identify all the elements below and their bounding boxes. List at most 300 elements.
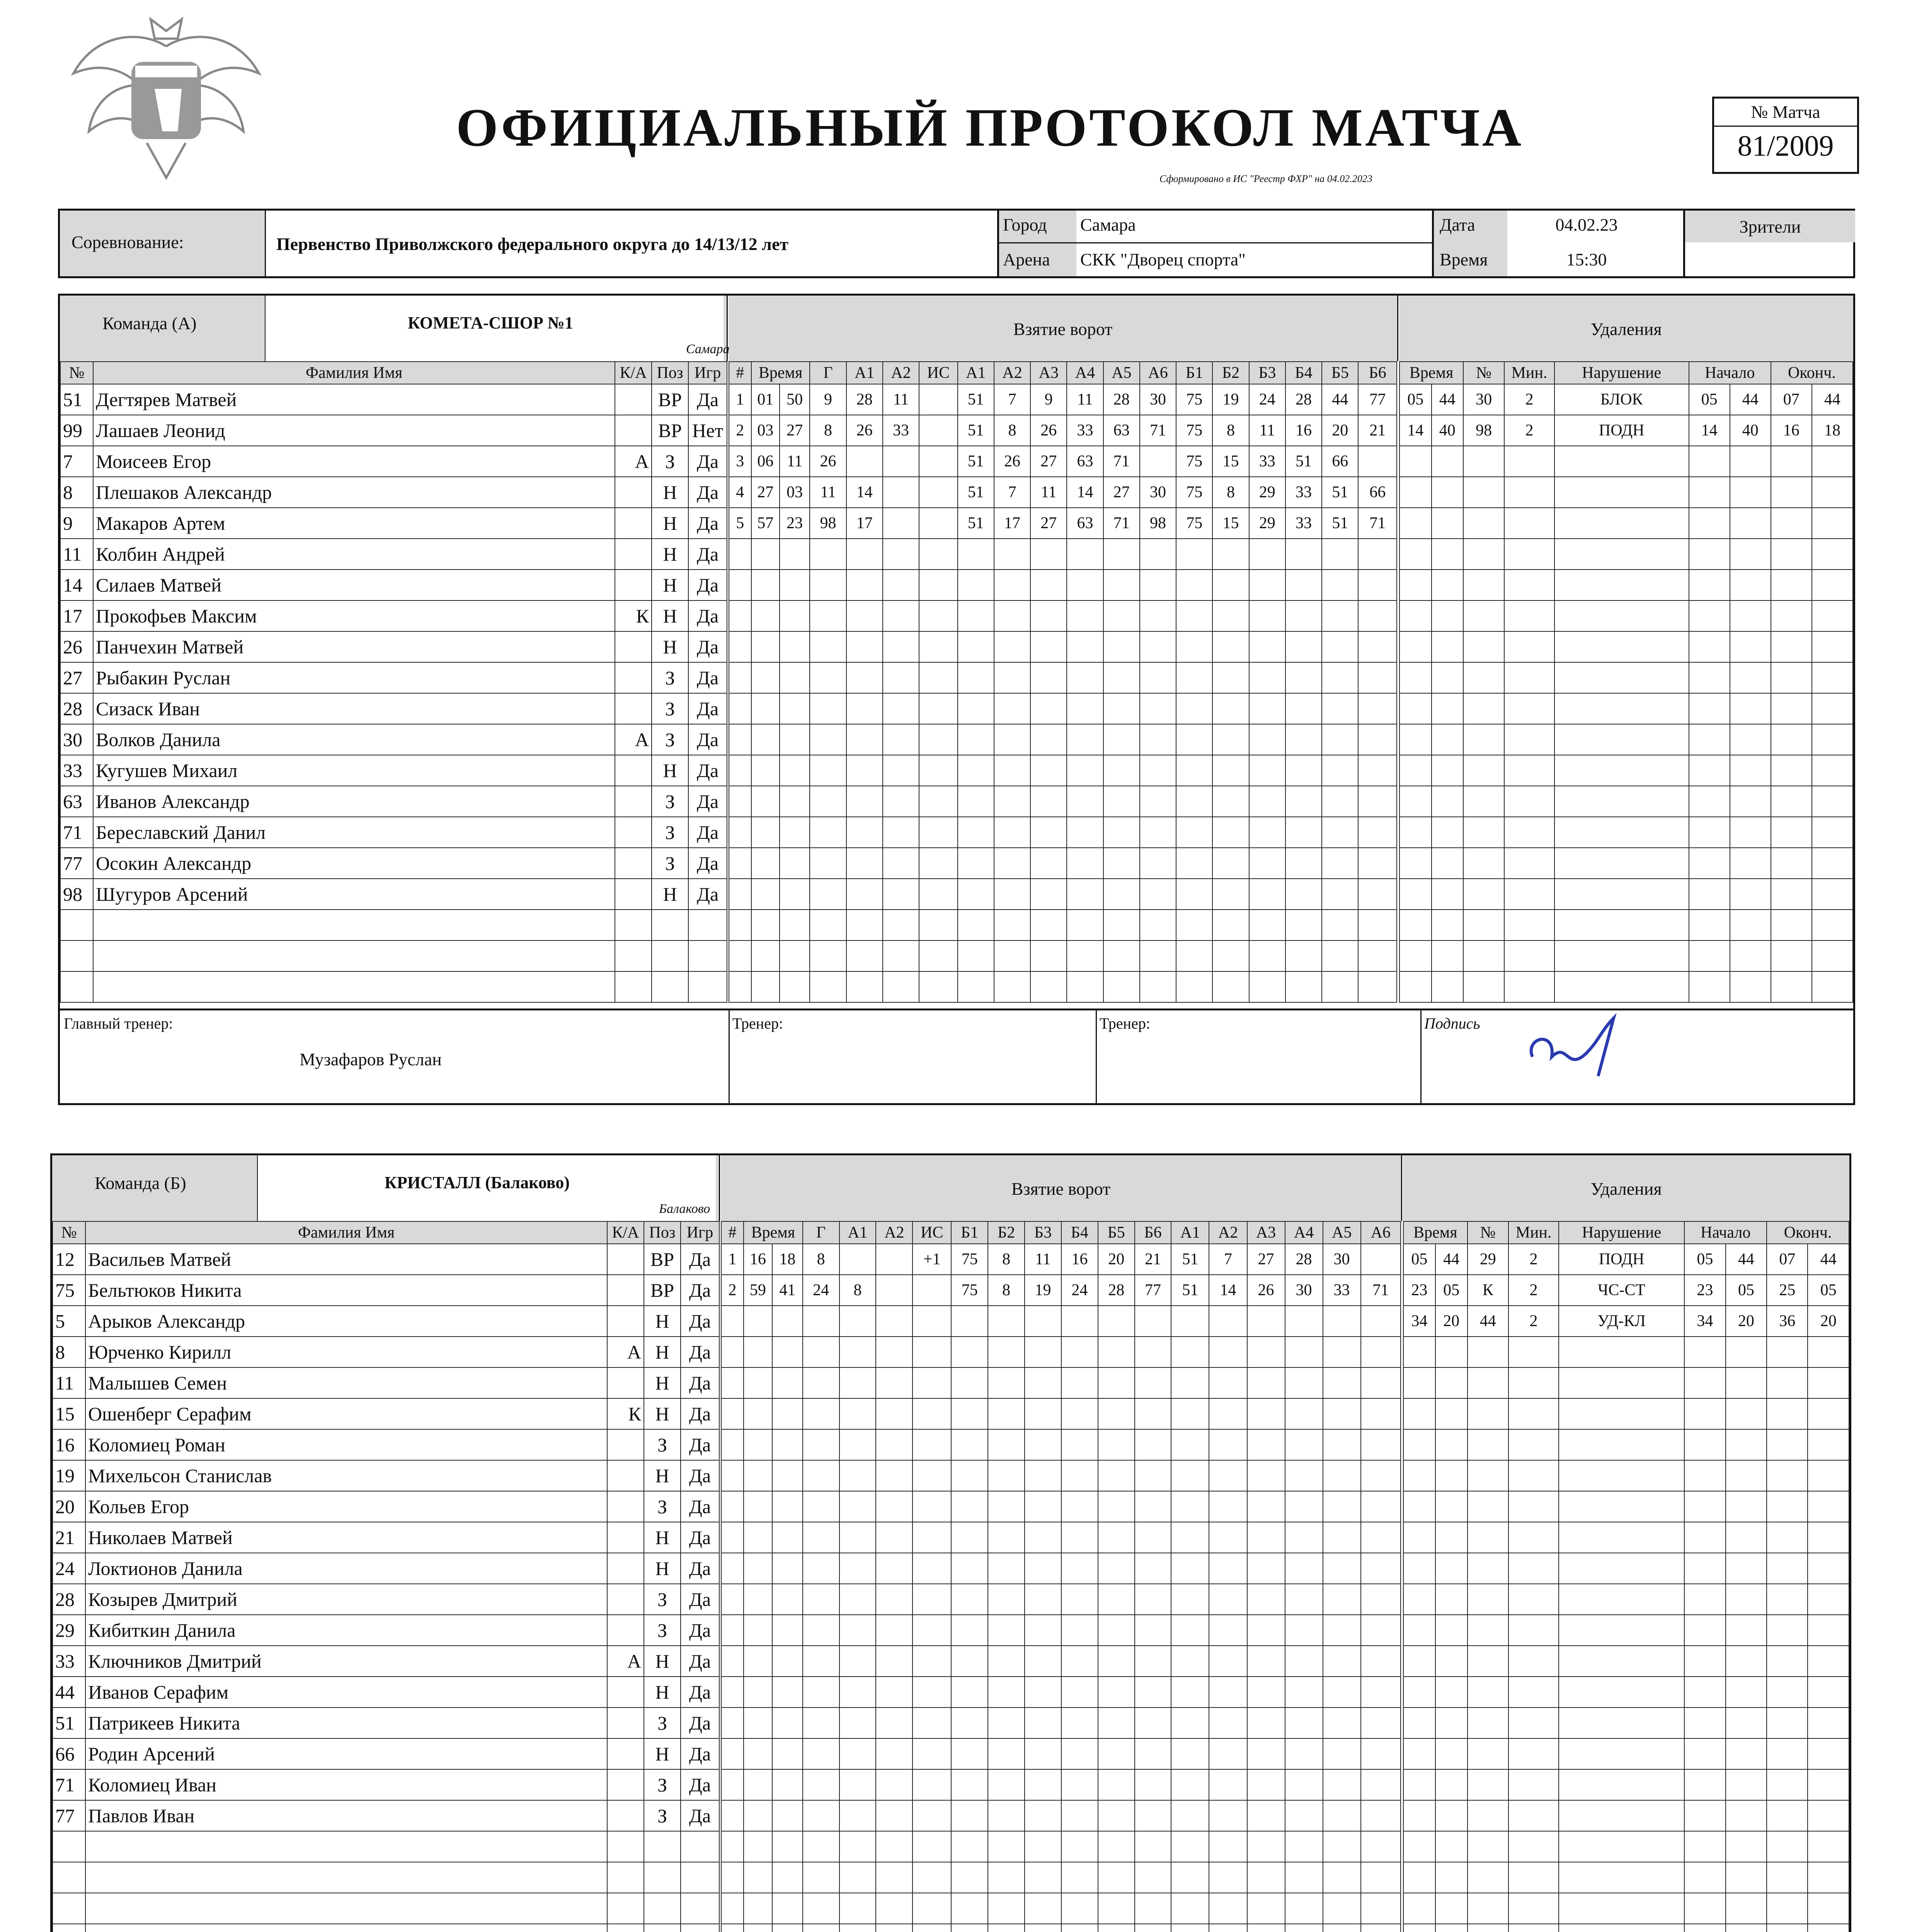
goal-col-head: А6: [1361, 1221, 1401, 1244]
penalty-row: [1403, 1306, 1849, 1337]
team-a-player-row: [60, 384, 727, 415]
goal-cell: [988, 1429, 1025, 1460]
player-position: З: [644, 1800, 681, 1831]
player-name: [85, 1831, 607, 1862]
penalty-cell: БЛОК: [1554, 384, 1689, 415]
penalty-cell: [1554, 631, 1689, 662]
goal-cell: [721, 1893, 744, 1924]
penalty-cell: [1403, 1584, 1435, 1615]
player-name: Патрикеев Никита: [85, 1708, 607, 1738]
goal-cell: [744, 1708, 772, 1738]
penalty-cell: [1767, 1677, 1808, 1708]
penalty-row: [1399, 755, 1853, 786]
penalty-cell: [1504, 910, 1554, 940]
goal-cell: [1140, 631, 1176, 662]
penalty-cell: [1435, 1893, 1468, 1924]
penalty-cell: [1399, 631, 1432, 662]
penalty-cell: [1726, 1893, 1767, 1924]
goal-cell: [994, 600, 1030, 631]
goal-cell: [1247, 1491, 1285, 1522]
penalty-cell: [1432, 600, 1464, 631]
goal-cell: 98: [810, 508, 846, 539]
goal-cell: [1209, 1306, 1247, 1337]
goal-cell: [1358, 600, 1397, 631]
goal-cell: [1030, 817, 1067, 848]
goal-cell: [988, 1367, 1025, 1398]
goal-cell: [721, 1584, 744, 1615]
penalty-cell: [1468, 1708, 1508, 1738]
goal-cell: [988, 1862, 1025, 1893]
penalty-cell: [1399, 662, 1432, 693]
player-plays: Да: [681, 1738, 719, 1769]
penalty-cell: [1689, 940, 1730, 971]
penalty-cell: [1435, 1738, 1468, 1769]
goal-cell: [1285, 1429, 1323, 1460]
goal-cell: 11: [780, 446, 810, 477]
penalty-cell: УД-КЛ: [1559, 1306, 1684, 1337]
goal-cell: 24: [1061, 1275, 1098, 1306]
goal-cell: [1323, 1893, 1361, 1924]
penalty-cell: [1432, 910, 1464, 940]
goal-row: [729, 539, 1397, 570]
goal-cell: [839, 1831, 876, 1862]
goal-cell: [1098, 1398, 1135, 1429]
penalty-cell: [1559, 1367, 1684, 1398]
goal-cell: [744, 1769, 772, 1800]
goal-cell: [780, 693, 810, 724]
goal-cell: [772, 1337, 803, 1367]
penalty-cell: [1730, 600, 1771, 631]
penalty-row: [1399, 570, 1853, 600]
player-plays: [681, 1924, 719, 1932]
goal-cell: [876, 1306, 913, 1337]
goal-cell: [913, 1460, 951, 1491]
player-number: 7: [60, 446, 93, 477]
player-role: [607, 1244, 644, 1275]
team-a-player-row: [60, 508, 727, 539]
goal-cell: 5: [729, 508, 751, 539]
penalty-cell: [1689, 539, 1730, 570]
goal-cell: [803, 1893, 839, 1924]
goal-cell: [1361, 1398, 1401, 1429]
goal-cell: 28: [1285, 1244, 1323, 1275]
penalty-cell: [1689, 631, 1730, 662]
goal-cell: [1285, 786, 1322, 817]
goal-cell: [1098, 1677, 1135, 1708]
goal-cell: [958, 786, 994, 817]
player-role: [615, 817, 652, 848]
penalty-cell: [1554, 817, 1689, 848]
penalty-cell: [1812, 570, 1853, 600]
goal-cell: [839, 1924, 876, 1932]
player-name: Малышев Семен: [85, 1367, 607, 1398]
player-number: 33: [60, 755, 93, 786]
goal-cell: [913, 1584, 951, 1615]
penalty-cell: [1463, 570, 1504, 600]
federation-emblem-icon: [66, 15, 267, 182]
penalty-cell: [1771, 848, 1812, 879]
team-b-player-row: [53, 1708, 719, 1738]
goal-cell: [883, 940, 919, 971]
goal-cell: [876, 1646, 913, 1677]
goal-col-head: А2: [883, 362, 919, 384]
team-b-player-row: [53, 1460, 719, 1491]
goal-cell: [919, 539, 957, 570]
goal-cell: [803, 1738, 839, 1769]
goal-cell: [1323, 1800, 1361, 1831]
goal-cell: [1247, 1769, 1285, 1800]
goal-cell: [1247, 1708, 1285, 1738]
penalty-cell: [1684, 1398, 1725, 1429]
spectators-label: Зрители: [1739, 217, 1801, 236]
goal-cell: 24: [1249, 384, 1285, 415]
goal-cell: 21: [1135, 1244, 1171, 1275]
player-number: 24: [53, 1553, 85, 1584]
goal-cell: [1322, 662, 1358, 693]
goal-cell: [1103, 971, 1140, 1002]
goal-cell: [803, 1491, 839, 1522]
penalty-cell: [1504, 879, 1554, 910]
penalty-cell: [1771, 940, 1812, 971]
penalty-cell: [1812, 848, 1853, 879]
goal-cell: [1285, 1677, 1323, 1708]
goal-cell: [1323, 1615, 1361, 1646]
penalty-cell: [1468, 1831, 1508, 1862]
player-number: 27: [60, 662, 93, 693]
penalty-cell: [1468, 1924, 1508, 1932]
goal-cell: [721, 1831, 744, 1862]
penalty-cell: [1432, 755, 1464, 786]
goal-cell: [1361, 1367, 1401, 1398]
penalty-cell: [1508, 1862, 1559, 1893]
goal-cell: [1247, 1584, 1285, 1615]
penalty-cell: [1559, 1553, 1684, 1584]
penalty-cell: [1403, 1429, 1435, 1460]
player-name: Прокофьев Максим: [93, 600, 615, 631]
goal-cell: [876, 1429, 913, 1460]
goal-cell: [1030, 848, 1067, 879]
goal-cell: [1212, 539, 1249, 570]
team-b-player-row: [53, 1429, 719, 1460]
player-role: [607, 1306, 644, 1337]
goal-cell: [1140, 693, 1176, 724]
penalty-cell: [1554, 786, 1689, 817]
goal-cell: [1285, 910, 1322, 940]
goal-cell: [1103, 786, 1140, 817]
player-position: З: [652, 446, 688, 477]
penalty-cell: 30: [1463, 384, 1504, 415]
penalty-cell: [1808, 1615, 1849, 1646]
penalty-cell: [1726, 1460, 1767, 1491]
player-number: 20: [53, 1491, 85, 1522]
penalty-cell: [1767, 1553, 1808, 1584]
roster-head-ka: К/А: [607, 1221, 644, 1244]
player-plays: Нет: [688, 415, 727, 446]
penalty-cell: [1554, 477, 1689, 508]
goal-cell: 28: [1285, 384, 1322, 415]
goal-cell: [721, 1862, 744, 1893]
goal-cell: [803, 1367, 839, 1398]
goal-cell: 33: [1249, 446, 1285, 477]
team-b-roster: [52, 1221, 720, 1932]
player-name: Кибиткин Данила: [85, 1615, 607, 1646]
goal-col-head: А1: [958, 362, 994, 384]
penalty-cell: ПОДН: [1554, 415, 1689, 446]
player-role: [615, 662, 652, 693]
penalty-cell: 14: [1399, 415, 1432, 446]
penalty-cell: [1684, 1893, 1725, 1924]
goal-cell: [883, 724, 919, 755]
penalty-cell: [1684, 1831, 1725, 1862]
player-position: [644, 1924, 681, 1932]
goal-cell: [951, 1893, 988, 1924]
penalty-row: [1399, 971, 1853, 1002]
goal-cell: [772, 1584, 803, 1615]
goal-cell: [1135, 1460, 1171, 1491]
goal-cell: [803, 1429, 839, 1460]
player-number: [53, 1862, 85, 1893]
player-number: [60, 940, 93, 971]
player-position: Н: [652, 755, 688, 786]
goal-cell: [803, 1584, 839, 1615]
player-number: 12: [53, 1244, 85, 1275]
player-plays: Да: [688, 724, 727, 755]
penalty-cell: [1508, 1615, 1559, 1646]
penalty-cell: [1808, 1646, 1849, 1677]
penalty-cell: [1403, 1677, 1435, 1708]
penalty-cell: [1435, 1924, 1468, 1932]
goal-cell: [1209, 1769, 1247, 1800]
goal-cell: [839, 1337, 876, 1367]
goal-cell: [951, 1862, 988, 1893]
player-number: 9: [60, 508, 93, 539]
goal-cell: [810, 940, 846, 971]
goal-cell: [1212, 600, 1249, 631]
player-position: Н: [644, 1337, 681, 1367]
goal-cell: [1140, 662, 1176, 693]
goal-row: [729, 693, 1397, 724]
goal-cell: [876, 1924, 913, 1932]
penalty-cell: [1559, 1769, 1684, 1800]
penalty-row: [1403, 1337, 1849, 1367]
goal-cell: [744, 1553, 772, 1584]
goal-cell: [883, 570, 919, 600]
goal-cell: [744, 1306, 772, 1337]
goal-cell: [1176, 971, 1212, 1002]
goal-row: [721, 1553, 1401, 1584]
penalty-cell: [1559, 1615, 1684, 1646]
goal-cell: 51: [1322, 477, 1358, 508]
goal-cell: [1209, 1708, 1247, 1738]
penalty-cell: [1689, 662, 1730, 693]
time: 15:30: [1566, 250, 1607, 269]
penalty-row: [1399, 879, 1853, 910]
goal-cell: [1358, 570, 1397, 600]
goal-cell: [1249, 539, 1285, 570]
player-number: 30: [60, 724, 93, 755]
goal-cell: 75: [1176, 415, 1212, 446]
goal-cell: [1361, 1924, 1401, 1932]
penalty-cell: [1432, 570, 1464, 600]
penalty-cell: [1726, 1584, 1767, 1615]
goal-col-head: Б6: [1358, 362, 1397, 384]
goal-cell: [839, 1367, 876, 1398]
goal-cell: [1247, 1738, 1285, 1769]
goal-cell: [1103, 693, 1140, 724]
penalty-cell: [1463, 446, 1504, 477]
goal-cell: [1209, 1491, 1247, 1522]
goal-cell: [883, 910, 919, 940]
penalty-cell: [1684, 1615, 1725, 1646]
goal-cell: 1: [729, 384, 751, 415]
penalty-cell: [1726, 1615, 1767, 1646]
goal-row: [721, 1800, 1401, 1831]
player-number: 19: [53, 1460, 85, 1491]
penalty-cell: [1435, 1677, 1468, 1708]
penalty-cell: [1554, 755, 1689, 786]
goal-cell: [988, 1306, 1025, 1337]
penalty-cell: [1771, 755, 1812, 786]
roster-head-play: Игр: [681, 1221, 719, 1244]
goal-cell: [1025, 1429, 1061, 1460]
goal-row: [729, 600, 1397, 631]
roster-head-pos: Поз: [644, 1221, 681, 1244]
penalty-row: [1403, 1831, 1849, 1862]
goal-cell: [744, 1615, 772, 1646]
goal-cell: [1061, 1429, 1098, 1460]
goal-cell: [1135, 1615, 1171, 1646]
penalty-cell: 98: [1463, 415, 1504, 446]
penalty-cell: [1812, 600, 1853, 631]
penalty-cell: [1435, 1584, 1468, 1615]
goal-cell: 30: [1140, 477, 1176, 508]
player-position: З: [652, 693, 688, 724]
goal-cell: [1285, 879, 1322, 910]
goal-cell: [988, 1831, 1025, 1862]
penalty-cell: 25: [1767, 1275, 1808, 1306]
player-plays: Да: [681, 1677, 719, 1708]
penalty-cell: [1435, 1429, 1468, 1460]
player-role: [615, 910, 652, 940]
goal-cell: [744, 1831, 772, 1862]
goal-cell: [744, 1337, 772, 1367]
goal-cell: [1247, 1522, 1285, 1553]
goal-cell: [994, 940, 1030, 971]
goal-cell: [1030, 570, 1067, 600]
goal-cell: [803, 1460, 839, 1491]
player-position: ВР: [644, 1244, 681, 1275]
penalty-cell: [1689, 879, 1730, 910]
goal-cell: [810, 600, 846, 631]
goal-cell: [721, 1460, 744, 1491]
penalty-cell: 14: [1689, 415, 1730, 446]
team-a-head-coach-label: Главный тренер:: [64, 1015, 173, 1032]
penalty-row: [1403, 1924, 1849, 1932]
goal-cell: [913, 1769, 951, 1800]
goal-cell: [919, 600, 957, 631]
goal-cell: [839, 1862, 876, 1893]
penalty-cell: [1771, 786, 1812, 817]
goal-cell: [1135, 1398, 1171, 1429]
goal-cell: [1247, 1337, 1285, 1367]
goal-cell: [1249, 940, 1285, 971]
player-number: 51: [60, 384, 93, 415]
player-number: [53, 1893, 85, 1924]
goal-cell: [1212, 879, 1249, 910]
penalty-cell: [1726, 1553, 1767, 1584]
penalty-cell: [1468, 1460, 1508, 1491]
goal-cell: 27: [780, 415, 810, 446]
player-plays: Да: [681, 1367, 719, 1398]
penalty-cell: [1808, 1367, 1849, 1398]
penalty-cell: 2: [1508, 1275, 1559, 1306]
goal-cell: [876, 1831, 913, 1862]
team-b-player-row: [53, 1491, 719, 1522]
penalty-row: [1403, 1800, 1849, 1831]
penalty-cell: [1812, 879, 1853, 910]
goal-cell: [1135, 1367, 1171, 1398]
goal-cell: [876, 1522, 913, 1553]
goal-cell: [729, 848, 751, 879]
goal-cell: [913, 1553, 951, 1584]
goal-cell: [1061, 1337, 1098, 1367]
team-a-player-row: [60, 539, 727, 570]
penalty-cell: [1432, 539, 1464, 570]
goal-cell: [988, 1553, 1025, 1584]
goal-cell: [951, 1367, 988, 1398]
goal-cell: [810, 570, 846, 600]
team-a-roster: [60, 361, 727, 1003]
goal-cell: [1322, 940, 1358, 971]
goal-cell: 30: [1323, 1244, 1361, 1275]
penalty-cell: [1432, 631, 1464, 662]
team-a-city: Самара: [686, 342, 730, 356]
goal-cell: [846, 755, 883, 786]
goal-cell: [1247, 1893, 1285, 1924]
penalty-cell: [1812, 755, 1853, 786]
goal-cell: [1098, 1584, 1135, 1615]
goal-cell: [1140, 570, 1176, 600]
goal-cell: [1025, 1646, 1061, 1677]
goal-cell: [751, 910, 780, 940]
player-position: З: [652, 817, 688, 848]
goal-cell: [1135, 1677, 1171, 1708]
penalty-cell: [1771, 662, 1812, 693]
penalty-cell: [1559, 1429, 1684, 1460]
goal-cell: [1171, 1491, 1209, 1522]
goal-cell: [919, 446, 957, 477]
player-number: 14: [60, 570, 93, 600]
goal-cell: 18: [772, 1244, 803, 1275]
goal-cell: [1212, 940, 1249, 971]
goal-cell: [803, 1522, 839, 1553]
goal-cell: [1171, 1769, 1209, 1800]
goal-cell: [1030, 971, 1067, 1002]
player-plays: Да: [681, 1337, 719, 1367]
goal-row: [721, 1924, 1401, 1932]
goal-cell: [839, 1306, 876, 1337]
goal-cell: [1358, 879, 1397, 910]
penalty-cell: [1554, 848, 1689, 879]
penalty-cell: [1808, 1584, 1849, 1615]
goal-cell: 33: [1285, 477, 1322, 508]
team-a-player-row: [60, 477, 727, 508]
player-plays: Да: [681, 1615, 719, 1646]
goal-cell: [1098, 1800, 1135, 1831]
goal-cell: [919, 693, 957, 724]
goal-cell: [839, 1553, 876, 1584]
penalty-cell: [1399, 724, 1432, 755]
